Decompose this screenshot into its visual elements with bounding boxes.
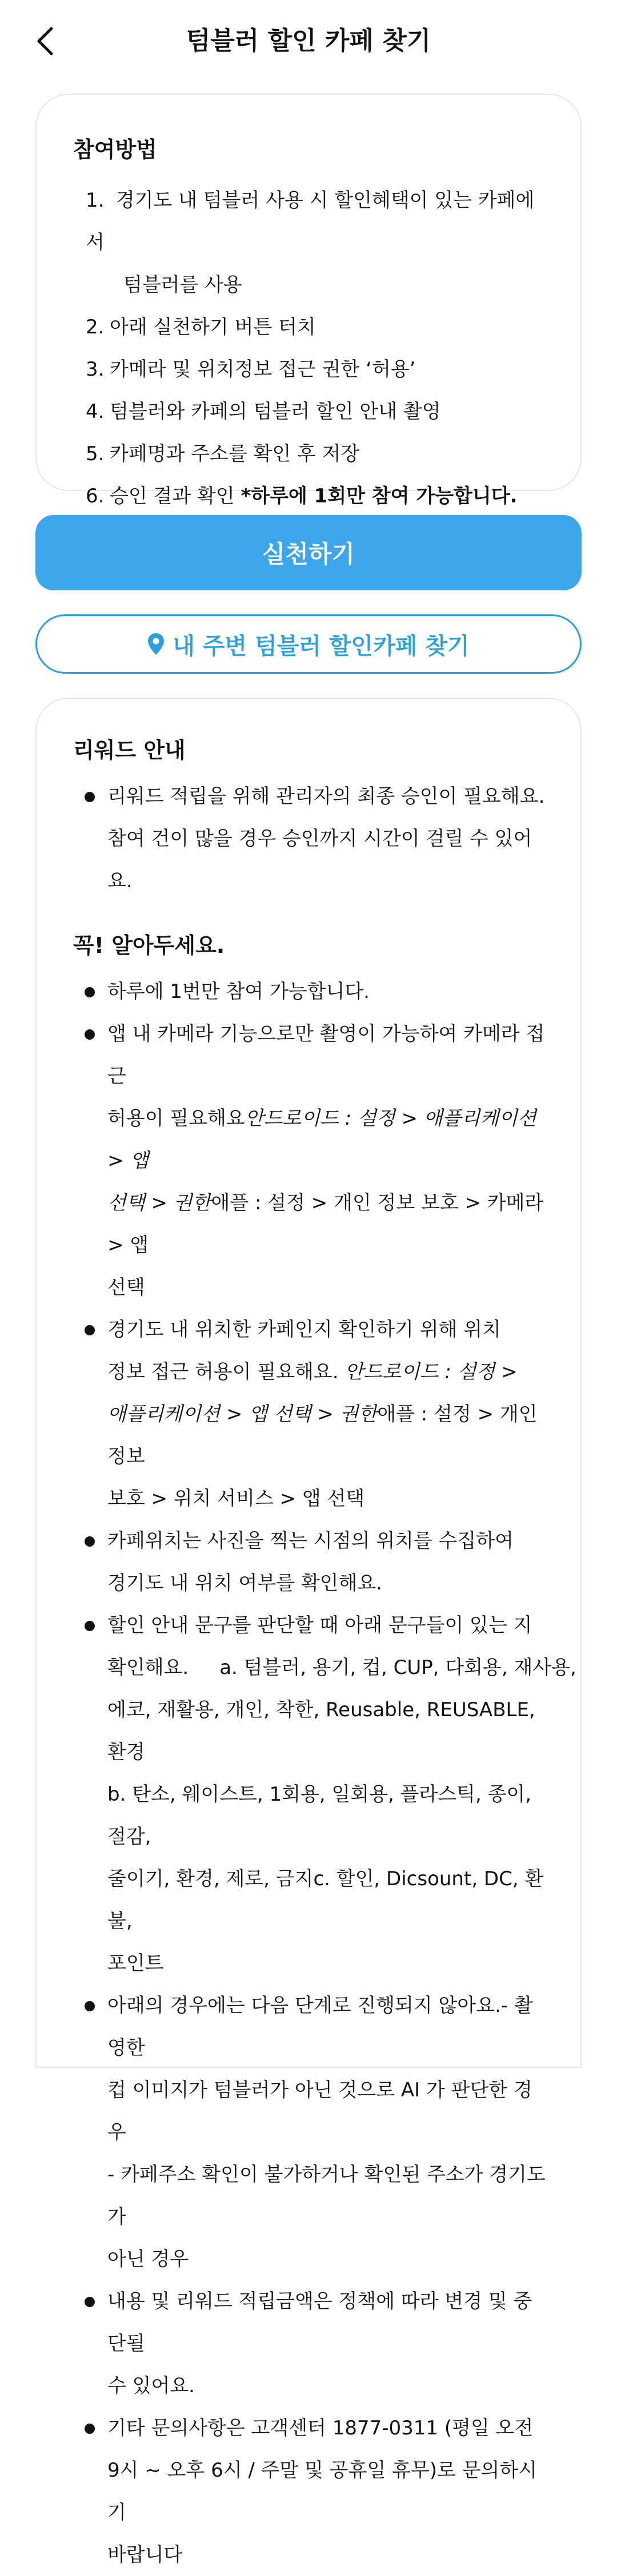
list-item: 내용 및 리워드 적립금액은 정책에 따라 변경 및 중단될 수 있어요. xyxy=(72,2280,546,2407)
bullet-dot-icon xyxy=(85,1029,95,1040)
practice-button[interactable]: 실천하기 xyxy=(35,515,582,590)
page-title: 텀블러 할인 카페 찾기 xyxy=(186,26,431,55)
map-pin-icon xyxy=(147,633,165,655)
bullet-dot-icon xyxy=(85,2001,95,2011)
participation-card xyxy=(35,94,582,508)
bullet-dot-icon xyxy=(85,2424,95,2434)
list-item: 아래의 경우에는 다음 단계로 진행되지 않아요.- 촬영한 컵 이미지가 텀블러가 아닌 것으로 AI 가 판단한 경우 - 카페주소 확인이 불가하거나 확인된 주소가 경기도가 아닌 경우 xyxy=(72,1985,546,2280)
bullet-dot-icon xyxy=(85,1536,95,1547)
top-bar xyxy=(0,0,617,82)
bullet-dot-icon xyxy=(85,1621,95,1631)
list-item: 리워드 적립을 위해 관리자의 최종 승인이 필요해요. 참여 건이 많을 경우 승인까지 시간이 걸릴 수 있어요. xyxy=(72,775,546,902)
list-item: 카페위치는 사진을 찍는 시점의 위치를 수집하여 경기도 내 위치 여부를 확인해요. xyxy=(72,1520,546,1604)
step-item: 4. 텀블러와 카페의 텀블러 할인 안내 촬영 xyxy=(86,400,441,423)
step-item: 2. 아래 실천하기 버튼 터치 xyxy=(86,316,316,339)
bullet-dot-icon xyxy=(85,2297,95,2307)
step-item: 5. 카페명과 주소를 확인 후 저장 xyxy=(86,442,360,465)
list-item: 앱 내 카메라 기능으로만 촬영이 가능하여 카메라 접근 허용이 필요해요안드로이드 : 설정 > 애플리케이션 > 앱 선택 > 권한애플 : 설정 > 개인 정보 보호 > 카메라 > 앱 선택 xyxy=(72,1013,546,1309)
steps-list xyxy=(72,179,546,517)
bullet-dot-icon xyxy=(85,987,95,997)
bullet-dot-icon xyxy=(85,792,95,802)
list-item: 할인 안내 문구를 판단할 때 아래 문구들이 있는 지 확인해요. a. 텀블러, 용기, 컵, CUP, 다회용, 재사용, 에코, 재활용, 개인, 착한, Reusable, REUSABLE, 환경 b. 탄소, 웨이스트, 1회용, 일회용, 플라스틱, 종이, 절감, 줄이기, 환경, 제로, 금지c. 할인, Dicsount, DC, 환불, 포인트 xyxy=(72,1604,546,1985)
notice-title: 꼭! 알아두세요. xyxy=(73,933,225,958)
bullet-dot-icon xyxy=(85,1325,95,1335)
reward-title: 리워드 안내 xyxy=(73,738,186,763)
participation-title: 참여방법 xyxy=(73,137,157,162)
info-card xyxy=(35,698,582,2566)
step-item: 1. 경기도 내 텀블러 사용 시 할인혜택이 있는 카페에서 텀블러를 사용 xyxy=(86,189,535,296)
find-nearby-cafe-label: 내 주변 텀블러 할인카페 찾기 xyxy=(173,633,470,659)
list-item: 경기도 내 위치한 카페인지 확인하기 위해 위치 정보 접근 허용이 필요해요. 안드로이드 : 설정 > 애플리케이션 > 앱 선택 > 권한애플 : 설정 > 개인 정보 보호 > 위치 서비스 > 앱 선택 xyxy=(72,1309,546,1520)
reward-list xyxy=(72,775,546,902)
find-nearby-cafe-button[interactable] xyxy=(35,614,582,674)
notice-list xyxy=(72,971,576,2576)
list-item: 하루에 1번만 참여 가능합니다. xyxy=(72,971,546,1013)
step-item: 3. 카메라 및 위치정보 접근 권한 ‘허용’ xyxy=(86,358,416,381)
step-item: 6. 승인 결과 확인 *하루에 1회만 참여 가능합니다. xyxy=(86,485,518,508)
list-item: 기타 문의사항은 고객센터 1877-0311 (평일 오전 9시 ~ 오후 6시 / 주말 및 공휴일 휴무)로 문의하시기 바랍니다 xyxy=(72,2407,546,2576)
